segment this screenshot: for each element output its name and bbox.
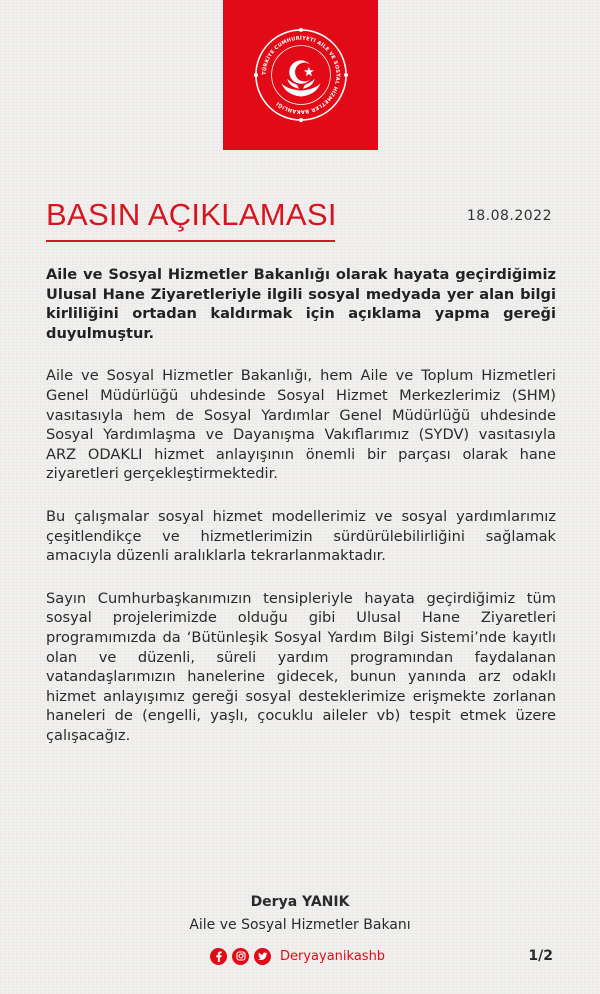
- ministry-logo: [223, 0, 378, 150]
- facebook-icon[interactable]: [210, 948, 227, 965]
- signatory-title: Aile ve Sosyal Hizmetler Bakanı: [189, 917, 411, 933]
- page-title: BASIN AÇIKLAMASI: [46, 197, 337, 232]
- body-paragraph: Aile ve Sosyal Hizmetler Bakanlığı, hem Aile ve Toplum Hizmetleri Genel Müdürlüğü uhdesinde Sosyal Hizmet Merkezlerimiz (SHM) vasıtasıyla hem de Sosyal Yardımlar Genel Müdürlüğü uhdesinde Sosyal Yardımlaşma ve Dayanışma Vakıflarımız (SYDV) vasıtasıyla ARZ ODAKLI hizmet anlayışının önemli bir parçası olarak hane ziyaretleri gerçekleştirmektedir.: [46, 367, 556, 483]
- document-header: [46, 197, 556, 247]
- page-number: 1/2: [528, 948, 553, 964]
- title-underline: [46, 240, 335, 242]
- social-footer: [210, 945, 385, 967]
- signature-block: [0, 892, 600, 936]
- statement-body: [46, 265, 556, 768]
- social-handle[interactable]: Deryayanikashb: [280, 948, 386, 964]
- instagram-icon[interactable]: [232, 948, 249, 965]
- body-paragraph: Sayın Cumhurbaşkanımızın tensipleriyle hayata geçirdiğimiz tüm sosyal projelerimizde olduğu gibi Ulusal Hane Ziyaretleri programımızda da ‘Bütünleşik Sosyal Yardım Bilgi Sistemi’nde kayıtlı olan ve düzenli, süreli yardım programından faydalanan vatandaşlarımızın hanelerine gidecek, bunun yanında arz odaklı hizmet anlayışımız gereği sosyal desteklerimize erişmekte zorlanan haneleri de (engelli, yaşlı, çocuklu aileler vb) tespit etmek üzere çalışacağız.: [46, 589, 556, 744]
- signatory-name: Derya YANIK: [250, 894, 350, 910]
- document-date: 18.08.2022: [466, 208, 552, 224]
- svg-text:TÜRKİYE CUMHURİYETİ AİLE VE SO: TÜRKİYE CUMHURİYETİ AİLE VE SOSYAL HİZMETLER BAKANLIĞI: [261, 35, 340, 115]
- lead-paragraph: Aile ve Sosyal Hizmetler Bakanlığı olarak hayata geçirdiğimiz Ulusal Hane Ziyaretleriyle ilgili sosyal medyada yer alan bilgi kirliliğini ortadan kaldırmak için açıklama yapma gereği duyulmuştur.: [46, 266, 556, 342]
- body-paragraph: Bu çalışmalar sosyal hizmet modellerimiz ve sosyal yardımlarımız çeşitlendikçe ve hizmetlerimizin sürdürülebilirliğini sağlamak amacıyla düzenli aralıklarla tekrarlanmaktadır.: [46, 507, 556, 565]
- twitter-icon[interactable]: [254, 948, 271, 965]
- ministry-emblem-icon: [252, 26, 350, 124]
